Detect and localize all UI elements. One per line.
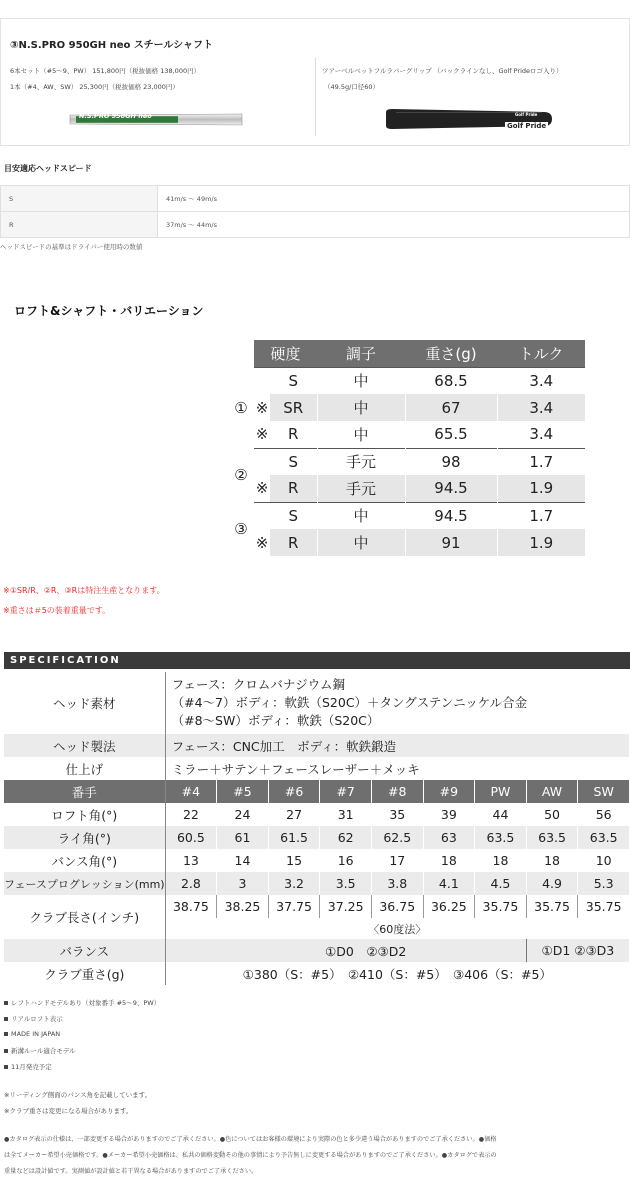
table-row [4, 895, 630, 918]
table-row [228, 448, 585, 475]
col-header-flex: 硬度 [254, 340, 317, 367]
torque-value: 1.9 [497, 529, 585, 556]
bullet-icon [4, 1032, 8, 1036]
kick-value: 手元 [317, 475, 405, 502]
kick-value: 中 [317, 529, 405, 556]
torque-value: 1.9 [497, 475, 585, 502]
flex-value: SR [270, 394, 317, 421]
specification-table [4, 672, 630, 985]
list-item: MADE IN JAPAN [4, 1030, 60, 1038]
shaft-price-single: 1本（#4、AW、SW） 25,300円（税抜価格 23,000円） [10, 83, 179, 91]
club-number: #8 [371, 780, 423, 803]
club-length: 37.25 [320, 895, 372, 918]
face-progression: 3.8 [371, 872, 423, 895]
club-length: 35.75 [578, 895, 630, 918]
custom-order-note: ※①SR/R、②R、③Rは特注生産となります。 [3, 586, 165, 595]
bounce-angle: 18 [526, 849, 578, 872]
flex-value: R [270, 529, 317, 556]
material-line: （#8～SW）ボディ：軟鉄（S20C） [171, 713, 380, 728]
weight-value: 67 [405, 394, 497, 421]
grip-logo-text: Golf Pride [507, 122, 547, 130]
kick-value: 中 [317, 421, 405, 448]
grip-description: ツアーベルベットフルラバーグリップ （バックラインなし、Golf Prideロゴ入り） [322, 67, 563, 75]
table-row [4, 734, 630, 757]
table-header-row [228, 340, 585, 367]
table-row [4, 757, 630, 780]
flex-value: R [288, 425, 299, 444]
loft-angle: 27 [268, 803, 320, 826]
grip-logo-small: Golf Pride [515, 112, 538, 117]
loft-angle: 24 [217, 803, 269, 826]
club-number: #4 [165, 780, 217, 803]
lie-angle: 62 [320, 826, 372, 849]
flex-value: R [270, 475, 317, 502]
club-number: #5 [217, 780, 269, 803]
row-label: クラブ重さ(g) [4, 962, 165, 985]
disclaimer-line: ●カタログ表示の仕様は、一部変更する場合がありますのでご了承ください。●色についてはお客様の環境により実際の色と多少違う場合がありますのでご了承ください。●価格 [4, 1136, 497, 1143]
weight-value: 94.5 [405, 475, 497, 502]
club-number: #9 [423, 780, 475, 803]
club-number: PW [475, 780, 527, 803]
table-row [4, 962, 630, 985]
headspeed-flex: S [1, 186, 158, 212]
custom-order-mark: ※ [255, 425, 269, 444]
headspeed-range: 37m/s ～ 44m/s [158, 212, 630, 238]
club-weight: ①380（S：#5） ②410（S：#5） ③406（S：#5） [165, 962, 629, 985]
bullet-icon [4, 1049, 8, 1053]
row-label: バランス [4, 939, 165, 962]
bullet-icon [4, 1017, 8, 1021]
list-item: 11月発売予定 [4, 1062, 52, 1071]
row-label: ヘッド製法 [4, 734, 165, 757]
club-number: AW [526, 780, 578, 803]
torque-value: 3.4 [497, 367, 585, 394]
headspeed-flex: R [1, 212, 158, 238]
face-progression: 3 [217, 872, 269, 895]
club-length: 35.75 [526, 895, 578, 918]
disclaimer-line: 重量などは設計値です。実測値が設計値と若干異なる場合がありますのでご了承ください。 [4, 1168, 258, 1175]
face-progression: 4.1 [423, 872, 475, 895]
table-row [228, 529, 585, 556]
custom-order-mark [254, 448, 270, 475]
specification-header: SPECIFICATION [4, 652, 630, 669]
loft-angle: 22 [165, 803, 217, 826]
lie-angle: 63.5 [578, 826, 630, 849]
row-label: ライ角(°) [4, 826, 165, 849]
custom-order-mark: ※ [255, 479, 269, 498]
material-line: フェース：クロムバナジウム鋼 [171, 677, 345, 692]
table-row [228, 421, 585, 448]
table-row [4, 672, 630, 734]
kick-value: 手元 [317, 448, 405, 475]
face-progression: 2.8 [165, 872, 217, 895]
footnote: ※クラブ重さは変更になる場合があります。 [4, 1107, 133, 1115]
grip-spec: （49.5g/口径60） [324, 83, 380, 91]
loft-angle: 56 [578, 803, 630, 826]
custom-order-mark [254, 367, 270, 394]
club-number: #6 [268, 780, 320, 803]
loft-angle: 31 [320, 803, 372, 826]
torque-value: 1.7 [497, 448, 585, 475]
bounce-angle: 18 [475, 849, 527, 872]
loft-angle: 50 [526, 803, 578, 826]
custom-order-mark: ※ [255, 398, 269, 417]
headspeed-note: ヘッドスピードの基準はドライバー使用時の数値 [0, 243, 143, 251]
bounce-angle: 14 [217, 849, 269, 872]
bullet-icon [4, 1001, 8, 1005]
bounce-angle: 10 [578, 849, 630, 872]
shaft-image [68, 111, 244, 124]
kick-value: 中 [317, 394, 405, 421]
weight-note: ※重さは＃5の装着重量です。 [3, 606, 111, 615]
group-label: ① [234, 398, 248, 417]
col-header-torque: トルク [497, 340, 585, 367]
flex-value: S [270, 367, 317, 394]
weight-value: 91 [405, 529, 497, 556]
lie-angle: 63.5 [475, 826, 527, 849]
divider [315, 58, 316, 136]
head-material [165, 672, 629, 734]
table-row [4, 939, 630, 962]
weight-value: 65.5 [405, 421, 497, 448]
bounce-angle: 13 [165, 849, 217, 872]
row-label: ヘッド素材 [4, 672, 165, 734]
club-length: 36.75 [371, 895, 423, 918]
group-label: ② [234, 466, 248, 484]
length-measure-note: 〈60度法〉 [165, 918, 629, 939]
kick-value: 中 [317, 367, 405, 394]
table-row [1, 212, 630, 238]
face-progression: 3.2 [268, 872, 320, 895]
footnote: ※リーディング側面のバンス角を記載しています。 [4, 1091, 152, 1099]
row-label: バンス角(°) [4, 849, 165, 872]
list-item: リアルロフト表示 [4, 1014, 63, 1023]
lie-angle: 63 [423, 826, 475, 849]
loft-angle: 44 [475, 803, 527, 826]
table-row [1, 186, 630, 212]
table-row [4, 803, 630, 826]
table-row [228, 367, 585, 394]
headspeed-table [0, 185, 630, 238]
lie-angle: 61 [217, 826, 269, 849]
club-number: SW [578, 780, 630, 803]
loft-variation-title: ロフト&シャフト・バリエーション [14, 304, 204, 318]
torque-value: 3.4 [497, 394, 585, 421]
custom-order-mark: ※ [255, 533, 269, 552]
weight-value: 68.5 [405, 367, 497, 394]
lie-angle: 62.5 [371, 826, 423, 849]
shaft-price-set: 6本セット（#5～9、PW） 151,800円（税抜価格 138,000円） [10, 67, 201, 75]
table-header-row [4, 780, 630, 803]
loft-angle: 35 [371, 803, 423, 826]
table-row [4, 872, 630, 895]
club-length: 38.25 [217, 895, 269, 918]
bullet-icon [4, 1065, 8, 1069]
weight-value: 98 [405, 448, 497, 475]
material-line: （#4～7）ボディ：軟鉄（S20C）＋タングステンニッケル合金 [171, 695, 528, 710]
face-progression: 3.5 [320, 872, 372, 895]
club-length: 38.75 [165, 895, 217, 918]
club-number: #7 [320, 780, 372, 803]
col-header-kick: 調子 [317, 340, 405, 367]
bounce-angle: 16 [320, 849, 372, 872]
bounce-angle: 15 [268, 849, 320, 872]
bounce-angle: 17 [371, 849, 423, 872]
club-length: 35.75 [475, 895, 527, 918]
table-row [228, 394, 585, 421]
torque-value: 1.7 [497, 502, 585, 529]
col-header-weight: 重さ(g) [405, 340, 497, 367]
row-label: クラブ長さ(インチ) [4, 895, 165, 939]
face-progression: 5.3 [578, 872, 630, 895]
loft-variation-table [228, 340, 585, 556]
row-label: 仕上げ [4, 757, 165, 780]
lie-angle: 60.5 [165, 826, 217, 849]
head-method: フェース：CNC加工 ボディ：軟鉄鍛造 [165, 734, 629, 757]
headspeed-title: 目安適応ヘッドスピード [4, 164, 92, 173]
face-progression: 4.9 [526, 872, 578, 895]
table-row [228, 502, 585, 529]
bounce-angle: 18 [423, 849, 475, 872]
club-length: 37.75 [268, 895, 320, 918]
group-label: ③ [234, 520, 248, 538]
club-length: 36.25 [423, 895, 475, 918]
weight-value: 94.5 [405, 502, 497, 529]
headspeed-range: 41m/s ～ 49m/s [158, 186, 630, 212]
shaft-logo-text: N.S.PRO 950GH neo [79, 112, 152, 120]
loft-angle: 39 [423, 803, 475, 826]
grip-image [384, 108, 556, 130]
list-item: レフトハンドモデルあり（対象番手 #5～9、PW） [4, 998, 160, 1007]
face-progression: 4.5 [475, 872, 527, 895]
row-label: フェースプログレッション(mm) [4, 872, 165, 895]
disclaimer-line: は全てメーカー希望小売価格です。●メーカー希望小売価格は、私共の価格変動その他の事情により予告無しに変更する場合がありますのでご了承ください。●カタログで表示の [4, 1152, 497, 1159]
lie-angle: 61.5 [268, 826, 320, 849]
kick-value: 中 [317, 502, 405, 529]
table-row [4, 849, 630, 872]
row-label: ロフト角(°) [4, 803, 165, 826]
balance-short: ①D1 ②③D3 [526, 939, 629, 962]
table-row [4, 826, 630, 849]
torque-value: 3.4 [497, 421, 585, 448]
flex-value: S [270, 448, 317, 475]
table-row [228, 475, 585, 502]
list-item: 新溝ルール適合モデル [4, 1046, 76, 1055]
custom-order-mark [254, 502, 270, 529]
flex-value: S [270, 502, 317, 529]
lie-angle: 63.5 [526, 826, 578, 849]
balance-long: ①D0 ②③D2 [165, 939, 526, 962]
shaft-title: ③N.S.PRO 950GH neo スチールシャフト [10, 40, 213, 51]
finish: ミラー＋サテン＋フェースレーザー＋メッキ [165, 757, 629, 780]
row-label: 番手 [4, 780, 165, 803]
